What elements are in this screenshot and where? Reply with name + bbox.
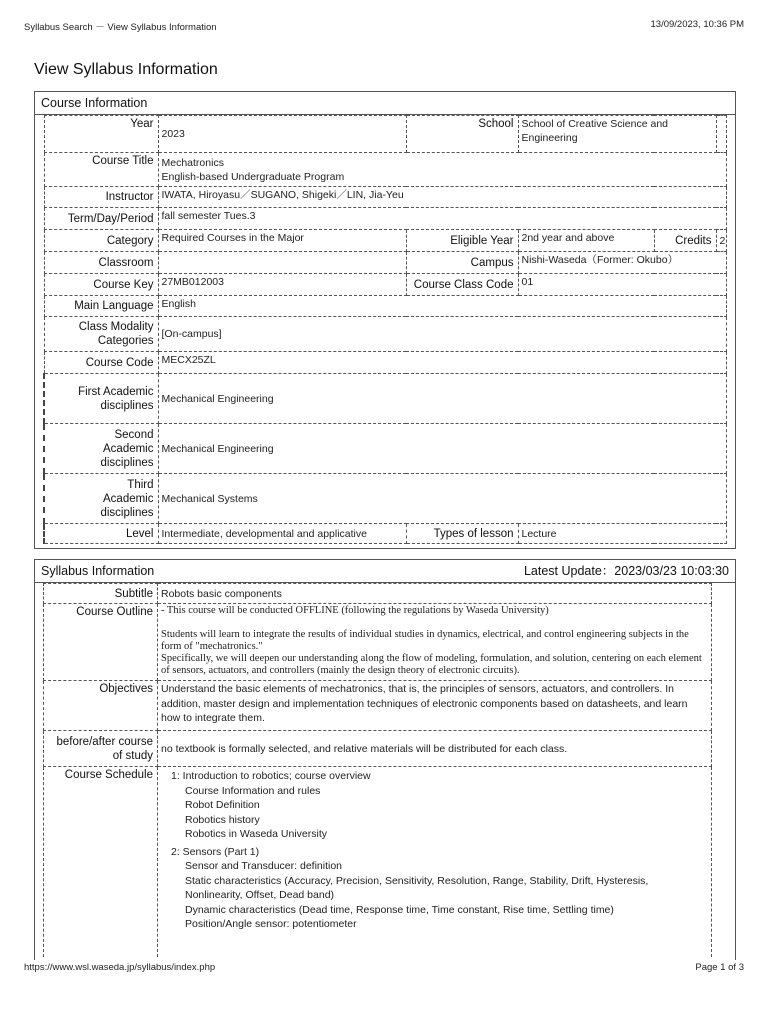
row-first-discipline	[44, 374, 726, 424]
category-label: Category	[44, 230, 158, 252]
classroom-value	[158, 252, 406, 274]
schedule-item: Course Information and rules	[185, 784, 321, 797]
course-title-line-2: English-based Undergraduate Program	[161, 170, 345, 183]
row-subtitle	[44, 584, 712, 604]
objectives-value: Understand the basic elements of mechatronics, that is, the principles of sensors, actuators, and controllers. In addition, master design and implementation techniques of electronic components based on datasheets, and learn how to integrate them.	[158, 681, 712, 731]
instructor-label: Instructor	[44, 187, 158, 208]
second-discipline-label: Second Academic disciplines	[44, 424, 158, 474]
subtitle-value: Robots basic components	[158, 584, 712, 604]
course-title-line-1: Mechatronics	[161, 156, 224, 169]
outline-paragraph-2: Students will learn to integrate the results of individual studies in dynamics, electrical, and control engineering subjects in the form of "mechatronics."	[161, 629, 689, 652]
instructor-value: IWATA, Hiroyasu／SUGANO, Shigeki／LIN, Jia-Yeu	[158, 187, 726, 208]
row-before-after	[44, 731, 712, 767]
lesson-type-value: Lecture	[518, 524, 726, 544]
syllabus-information-section	[34, 559, 736, 960]
course-schedule-label: Course Schedule	[44, 767, 158, 957]
school-value: School of Creative Science and Engineering	[518, 116, 716, 153]
schedule-item: Dynamic characteristics (Dead time, Response time, Time constant, Rise time, Settling time)	[185, 903, 614, 916]
credits-label: Credits	[654, 230, 716, 252]
course-key-label: Course Key	[44, 274, 158, 296]
schedule-item: 2: Sensors (Part 1)	[171, 845, 260, 858]
objectives-label: Objectives	[44, 681, 158, 731]
modality-value: [On-campus]	[158, 317, 726, 352]
before-after-label: before/after course of study	[44, 731, 158, 767]
level-value: Intermediate, developmental and applicative	[158, 524, 406, 544]
row-year	[44, 116, 726, 153]
category-value: Required Courses in the Major	[158, 230, 406, 252]
main-language-value: English	[158, 296, 726, 317]
row-instructor	[44, 187, 726, 208]
subtitle-label: Subtitle	[44, 584, 158, 604]
eligible-year-value: 2nd year and above	[518, 230, 654, 252]
row-second-discipline	[44, 424, 726, 474]
lesson-type-label: Types of lesson	[406, 524, 518, 544]
campus-label: Campus	[406, 252, 518, 274]
schedule-item: 1: Introduction to robotics; course overview	[171, 770, 371, 782]
course-information-table	[43, 115, 727, 544]
row-course-outline	[44, 604, 712, 681]
level-label: Level	[44, 524, 158, 544]
schedule-item: Robotics in Waseda University	[185, 828, 327, 840]
schedule-item: Robot Definition	[185, 799, 260, 811]
course-outline-value	[158, 604, 712, 681]
term-value: fall semester Tues.3	[158, 208, 726, 230]
course-code-value: MECX25ZL	[158, 352, 726, 374]
course-information-section	[34, 91, 736, 549]
course-title-label: Course Title	[44, 153, 158, 187]
syllabus-information-table	[43, 583, 712, 957]
print-footer-page: Page 1 of 3	[695, 962, 744, 973]
course-title-value	[158, 153, 726, 187]
syllabus-information-title: Syllabus Information	[41, 564, 155, 578]
before-after-value: no textbook is formally selected, and relative materials will be distributed for each class.	[158, 731, 712, 767]
row-course-title	[44, 153, 726, 187]
latest-update: Latest Update：2023/03/23 10:03:30	[523, 564, 729, 578]
row-course-code	[44, 352, 726, 374]
course-key-value: 27MB012003	[158, 274, 406, 296]
row-main-language	[44, 296, 726, 317]
row-third-discipline	[44, 474, 726, 524]
row-objectives	[44, 681, 712, 731]
print-header-date: 13/09/2023, 10:36 PM	[650, 19, 744, 30]
first-discipline-value: Mechanical Engineering	[158, 374, 726, 424]
course-class-code-label: Course Class Code	[406, 274, 518, 296]
course-code-label: Course Code	[44, 352, 158, 374]
first-discipline-label: First Academic disciplines	[44, 374, 158, 424]
course-information-title: Course Information	[35, 92, 735, 115]
row-course-schedule	[44, 767, 712, 957]
syllabus-information-header	[35, 560, 735, 583]
school-label: School	[406, 116, 518, 153]
schedule-item: Sensor and Transducer: definition	[185, 860, 343, 872]
third-discipline-value: Mechanical Systems	[158, 474, 726, 524]
campus-value: Nishi-Waseda（Former: Okubo）	[518, 252, 726, 274]
print-footer-url: https://www.wsl.waseda.jp/syllabus/index.php	[24, 962, 216, 973]
schedule-item: Static characteristics (Accuracy, Precision, Sensitivity, Resolution, Range, Stability, Drift, Hysteresis, Nonlinearity, Offset, Dead band)	[185, 874, 649, 901]
row-term	[44, 208, 726, 230]
term-label: Term/Day/Period	[44, 208, 158, 230]
page-title: View Syllabus Information	[34, 61, 218, 78]
course-outline-label: Course Outline	[44, 604, 158, 681]
outline-paragraph-3: Specifically, we will deepen our understanding along the flow of modeling, formulation, and solution, centering on each element of sensors, actuators, and controllers (mainly the design theory of electronic circuits).	[161, 653, 702, 676]
row-course-key	[44, 274, 726, 296]
classroom-label: Classroom	[44, 252, 158, 274]
course-class-code-value: 01	[518, 274, 726, 296]
eligible-year-label: Eligible Year	[406, 230, 518, 252]
course-schedule-value	[158, 767, 712, 957]
year-label: Year	[44, 116, 158, 153]
row-level	[44, 524, 726, 544]
credits-value: 2	[716, 230, 726, 252]
row-category	[44, 230, 726, 252]
row-classroom	[44, 252, 726, 274]
year-value: 2023	[158, 116, 406, 153]
row-modality	[44, 317, 726, 352]
print-header-title: Syllabus Search － View Syllabus Information	[24, 22, 217, 33]
third-discipline-label: Third Academic disciplines	[44, 474, 158, 524]
outline-paragraph-1: - This course will be conducted OFFLINE (following the regulations by Waseda University)	[161, 605, 549, 616]
main-language-label: Main Language	[44, 296, 158, 317]
schedule-item: Robotics history	[185, 813, 260, 826]
schedule-item: Position/Angle sensor: potentiometer	[185, 918, 357, 930]
modality-label: Class Modality Categories	[44, 317, 158, 352]
second-discipline-value: Mechanical Engineering	[158, 424, 726, 474]
